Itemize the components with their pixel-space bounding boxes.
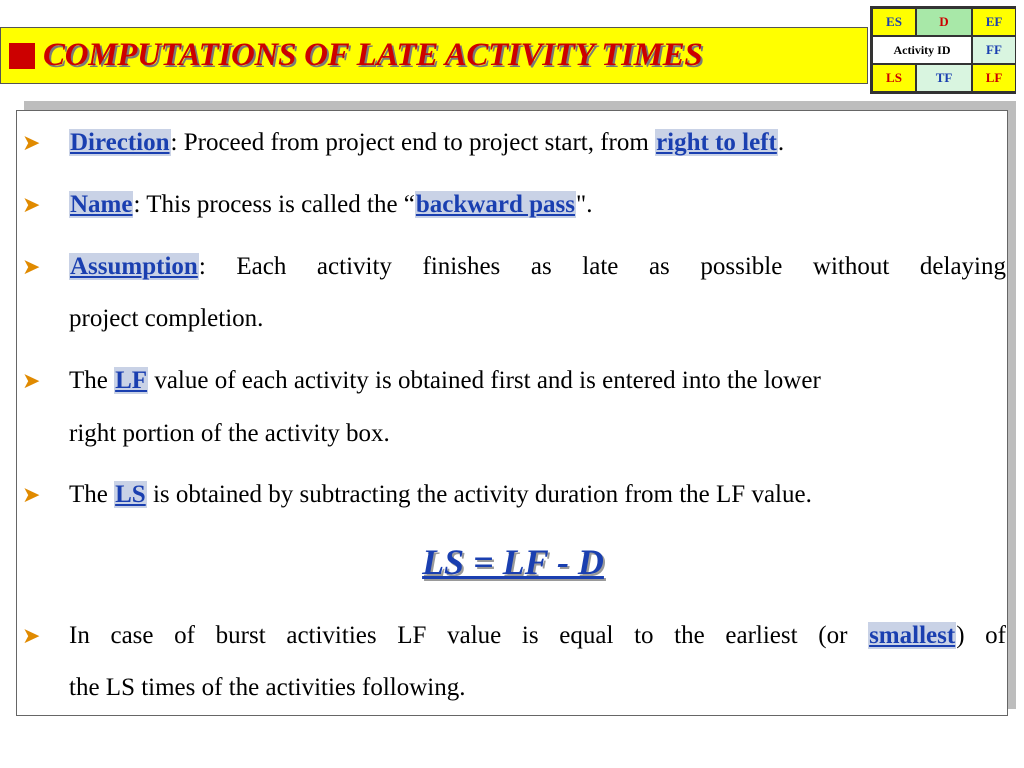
bullet-text: The (69, 481, 115, 508)
bullet-text: : Each activity finishes as late as possible without delaying (198, 253, 1006, 280)
arrow-bullet-icon: ➤ (22, 130, 41, 155)
term-assumption: Assumption (70, 253, 198, 280)
bullet-text: right portion of the activity box. (69, 420, 390, 447)
legend-es: ES (872, 8, 916, 36)
term-direction: Direction (70, 129, 170, 156)
legend-lf: LF (972, 64, 1016, 92)
legend-ef: EF (972, 8, 1016, 36)
bullet-text: : This process is called the “ (133, 191, 415, 218)
bullet-text: The (69, 367, 115, 394)
legend-ff: FF (972, 36, 1016, 64)
formula: LS = LF - D (422, 542, 604, 582)
legend-d: D (916, 8, 972, 36)
highlight-lf: LF (115, 367, 148, 394)
arrow-bullet-icon: ➤ (22, 254, 41, 279)
arrow-bullet-icon: ➤ (22, 368, 41, 393)
bullet-text: ) of (956, 622, 1007, 649)
content-box (16, 110, 1008, 716)
highlight-right-to-left: right to left (656, 129, 777, 156)
arrow-bullet-icon: ➤ (22, 482, 41, 507)
highlight-ls: LS (115, 481, 146, 508)
arrow-bullet-icon: ➤ (22, 623, 41, 648)
bullet-text: the LS times of the activities following. (69, 674, 466, 701)
arrow-bullet-icon: ➤ (22, 192, 41, 217)
bullet-text: ". (575, 191, 593, 218)
bullet-text: . (777, 129, 785, 156)
term-name: Name (70, 191, 133, 218)
page-title: COMPUTATIONS OF LATE ACTIVITY TIMES (43, 37, 703, 73)
bullet-square-icon (9, 43, 35, 69)
bullet-text: value of each activity is obtained first and is entered into the lower (148, 367, 821, 394)
legend-activity-id: Activity ID (872, 36, 972, 64)
highlight-backward-pass: backward pass (415, 191, 575, 218)
bullet-text: In case of burst activities LF value is equal to the earliest (or (69, 622, 869, 649)
activity-box-legend (870, 6, 1016, 94)
legend-ls: LS (872, 64, 916, 92)
bullet-text: : Proceed from project end to project start, from (170, 129, 656, 156)
bullet-text: project completion. (69, 305, 264, 332)
highlight-smallest: smallest (869, 622, 956, 649)
bullet-text: is obtained by subtracting the activity duration from the LF value. (146, 481, 812, 508)
legend-tf: TF (916, 64, 972, 92)
title-bar (0, 27, 868, 84)
